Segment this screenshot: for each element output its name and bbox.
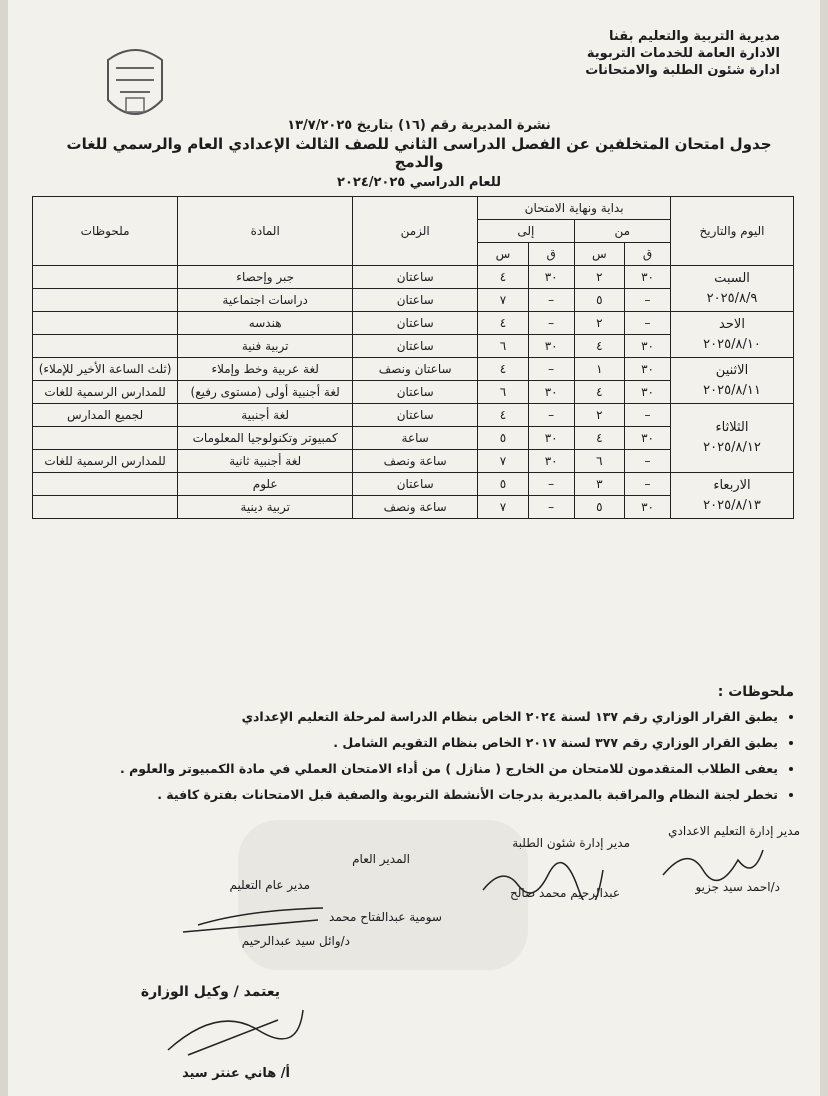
day-name: السبت bbox=[714, 270, 750, 286]
approval-label: يعتمد / وكيل الوزارة bbox=[140, 984, 280, 1000]
duration-cell: ساعتان bbox=[353, 289, 478, 312]
notes-cell bbox=[33, 312, 178, 335]
from-q: – bbox=[625, 312, 671, 335]
to-q: ٣٠ bbox=[528, 266, 574, 289]
day-name: الاربعاء bbox=[713, 477, 751, 493]
day-cell bbox=[671, 473, 794, 519]
subject-cell: لغة أجنبية bbox=[178, 404, 353, 427]
to-s: ٧ bbox=[478, 289, 529, 312]
notes-cell: لجميع المدارس bbox=[33, 404, 178, 427]
duration-cell: ساعتان bbox=[353, 404, 478, 427]
subject-cell: جبر وإحصاء bbox=[178, 266, 353, 289]
to-s: ٦ bbox=[478, 335, 529, 358]
ministry-logo-icon bbox=[100, 40, 170, 130]
exam-schedule-table bbox=[32, 196, 794, 519]
header-line-1: مديرية التربية والتعليم بقنا bbox=[609, 29, 780, 44]
to-q: – bbox=[528, 289, 574, 312]
day-name: الاثنين bbox=[715, 362, 749, 378]
to-q: ٣٠ bbox=[528, 427, 574, 450]
from-s: ٤ bbox=[574, 381, 624, 404]
signature-scribble bbox=[658, 840, 768, 890]
to-q: ٣٠ bbox=[528, 450, 574, 473]
schedule-title: جدول امتحان المتخلفين عن الفصل الدراسى الثاني للصف الثالث الإعدادي العام والرسمي للغات والدمج bbox=[66, 135, 772, 171]
document-page bbox=[8, 0, 820, 1096]
col-duration: الزمن bbox=[353, 197, 478, 266]
from-s: ٤ bbox=[574, 427, 624, 450]
sig3-name: سومية عبدالفتاح محمد bbox=[329, 910, 442, 924]
day-date: ٢٠٢٥/٨/١٠ bbox=[703, 336, 761, 352]
subject-cell: تربية فنية bbox=[178, 335, 353, 358]
sig4-title: مدير عام التعليم bbox=[229, 878, 310, 892]
col-from-s: س bbox=[574, 243, 624, 266]
day-cell bbox=[671, 404, 794, 473]
table-row bbox=[33, 358, 794, 381]
from-q: ٣٠ bbox=[625, 427, 671, 450]
subject-cell: دراسات اجتماعية bbox=[178, 289, 353, 312]
note-item: • يعفى الطلاب المتقدمون للامتحان من الخارج ( منازل ) من أداء الامتحان العملي في مادة الكمبيوتر والعلوم . bbox=[24, 760, 778, 778]
bulletin-number: نشرة المديرية رقم (١٦) بتاريخ ١٣/٧/٢٠٢٥ bbox=[287, 118, 551, 133]
from-q: ٣٠ bbox=[625, 266, 671, 289]
col-notes: ملحوظات bbox=[33, 197, 178, 266]
day-cell bbox=[671, 358, 794, 404]
from-q: – bbox=[625, 289, 671, 312]
note-item: • يطبق القرار الوزاري رقم ٣٧٧ لسنة ٢٠١٧ الخاص بنظام التقويم الشامل . bbox=[24, 734, 778, 752]
col-to-q: ق bbox=[528, 243, 574, 266]
to-s: ٥ bbox=[478, 427, 529, 450]
from-q: – bbox=[625, 404, 671, 427]
duration-cell: ساعتان bbox=[353, 266, 478, 289]
col-from-q: ق bbox=[625, 243, 671, 266]
duration-cell: ساعة bbox=[353, 427, 478, 450]
notes-list bbox=[24, 708, 794, 804]
table-row bbox=[33, 404, 794, 427]
notes-cell bbox=[33, 266, 178, 289]
day-cell bbox=[671, 266, 794, 312]
to-q: – bbox=[528, 404, 574, 427]
from-s: ٥ bbox=[574, 496, 624, 519]
directorate-header bbox=[540, 28, 780, 79]
day-date: ٢٠٢٥/٨/٩ bbox=[706, 290, 758, 306]
to-q: – bbox=[528, 473, 574, 496]
col-to: إلى bbox=[478, 220, 574, 243]
to-s: ٧ bbox=[478, 450, 529, 473]
to-s: ٤ bbox=[478, 312, 529, 335]
sig3-title: المدير العام bbox=[352, 852, 410, 866]
day-name: الثلاثاء bbox=[715, 420, 749, 435]
from-s: ٤ bbox=[574, 335, 624, 358]
to-q: – bbox=[528, 358, 574, 381]
sig2-name: عبدالرحيم محمد صالح bbox=[509, 886, 620, 900]
from-s: ٢ bbox=[574, 312, 624, 335]
col-to-s: س bbox=[478, 243, 529, 266]
notes-cell bbox=[33, 335, 178, 358]
notes-heading: ملحوظات : bbox=[717, 684, 794, 700]
note-item: • تخطر لجنة النظام والمراقبة بالمديرية بدرجات الأنشطة التربوية والصفية قبل الامتحانات بفترة كافية . bbox=[24, 786, 778, 804]
sig1-name: د/احمد سيد جزيو bbox=[695, 880, 780, 894]
to-s: ٤ bbox=[478, 358, 529, 381]
notes-cell bbox=[33, 289, 178, 312]
header-line-2: الادارة العامة للخدمات التربوية bbox=[586, 46, 780, 61]
table-row bbox=[33, 266, 794, 289]
from-q: ٣٠ bbox=[625, 496, 671, 519]
to-s: ٤ bbox=[478, 266, 529, 289]
to-s: ٦ bbox=[478, 381, 529, 404]
from-q: ٣٠ bbox=[625, 381, 671, 404]
duration-cell: ساعتان ونصف bbox=[353, 358, 478, 381]
to-q: ٣٠ bbox=[528, 335, 574, 358]
notes-cell bbox=[33, 496, 178, 519]
duration-cell: ساعتان bbox=[353, 381, 478, 404]
from-q: ٣٠ bbox=[625, 358, 671, 381]
signature-scribble bbox=[158, 1000, 308, 1060]
to-s: ٤ bbox=[478, 404, 529, 427]
day-cell bbox=[671, 312, 794, 358]
notes-cell bbox=[33, 427, 178, 450]
day-date: ٢٠٢٥/٨/١١ bbox=[703, 382, 761, 398]
document-title bbox=[48, 118, 790, 190]
signature-scribble bbox=[478, 860, 608, 900]
from-q: – bbox=[625, 450, 671, 473]
from-q: ٣٠ bbox=[625, 335, 671, 358]
sig2-title: مدير إدارة شئون الطلبة bbox=[512, 836, 630, 850]
from-s: ٥ bbox=[574, 289, 624, 312]
day-date: ٢٠٢٥/٨/١٢ bbox=[703, 440, 761, 455]
duration-cell: ساعتان bbox=[353, 335, 478, 358]
signature-scribble bbox=[178, 900, 328, 940]
col-day: اليوم والتاريخ bbox=[671, 197, 794, 266]
sig1-title: مدير إدارة التعليم الاعدادي bbox=[668, 824, 800, 838]
from-s: ٦ bbox=[574, 450, 624, 473]
day-name: الاحد bbox=[719, 316, 745, 332]
notes-section bbox=[24, 684, 794, 812]
table-row bbox=[33, 312, 794, 335]
subject-cell: تربية دينية bbox=[178, 496, 353, 519]
subject-cell: لغة عربية وخط وإملاء bbox=[178, 358, 353, 381]
notes-cell: (ثلث الساعة الأخير للإملاء) bbox=[33, 358, 178, 381]
note-item: • يطبق القرار الوزاري رقم ١٣٧ لسنة ٢٠٢٤ الخاص بنظام الدراسة لمرحلة التعليم الإعدادي bbox=[24, 708, 778, 726]
to-q: ٣٠ bbox=[528, 381, 574, 404]
duration-cell: ساعة ونصف bbox=[353, 496, 478, 519]
subject-cell: لغة أجنبية ثانية bbox=[178, 450, 353, 473]
duration-cell: ساعتان bbox=[353, 473, 478, 496]
day-date: ٢٠٢٥/٨/١٣ bbox=[703, 497, 761, 513]
subject-cell: علوم bbox=[178, 473, 353, 496]
from-q: – bbox=[625, 473, 671, 496]
notes-cell: للمدارس الرسمية للغات bbox=[33, 450, 178, 473]
duration-cell: ساعتان bbox=[353, 312, 478, 335]
from-s: ٣ bbox=[574, 473, 624, 496]
from-s: ١ bbox=[574, 358, 624, 381]
to-s: ٥ bbox=[478, 473, 529, 496]
to-q: – bbox=[528, 496, 574, 519]
academic-year: للعام الدراسي ٢٠٢٤/٢٠٢٥ bbox=[337, 175, 501, 190]
table-row bbox=[33, 473, 794, 496]
col-subject: المادة bbox=[178, 197, 353, 266]
to-q: – bbox=[528, 312, 574, 335]
col-from: من bbox=[574, 220, 670, 243]
col-period: بداية ونهاية الامتحان bbox=[478, 197, 671, 220]
notes-cell: للمدارس الرسمية للغات bbox=[33, 381, 178, 404]
duration-cell: ساعة ونصف bbox=[353, 450, 478, 473]
subject-cell: هندسه bbox=[178, 312, 353, 335]
notes-cell bbox=[33, 473, 178, 496]
subject-cell: كمبيوتر وتكنولوجيا المعلومات bbox=[178, 427, 353, 450]
sig4-name: د/وائل سيد عبدالرحيم bbox=[241, 934, 350, 948]
undersecretary-name: أ/ هاني عنتر سيد bbox=[182, 1066, 290, 1081]
header-line-3: ادارة شئون الطلبة والامتحانات bbox=[585, 63, 780, 78]
to-s: ٧ bbox=[478, 496, 529, 519]
subject-cell: لغة أجنبية أولى (مستوى رفيع) bbox=[178, 381, 353, 404]
from-s: ٢ bbox=[574, 266, 624, 289]
from-s: ٢ bbox=[574, 404, 624, 427]
